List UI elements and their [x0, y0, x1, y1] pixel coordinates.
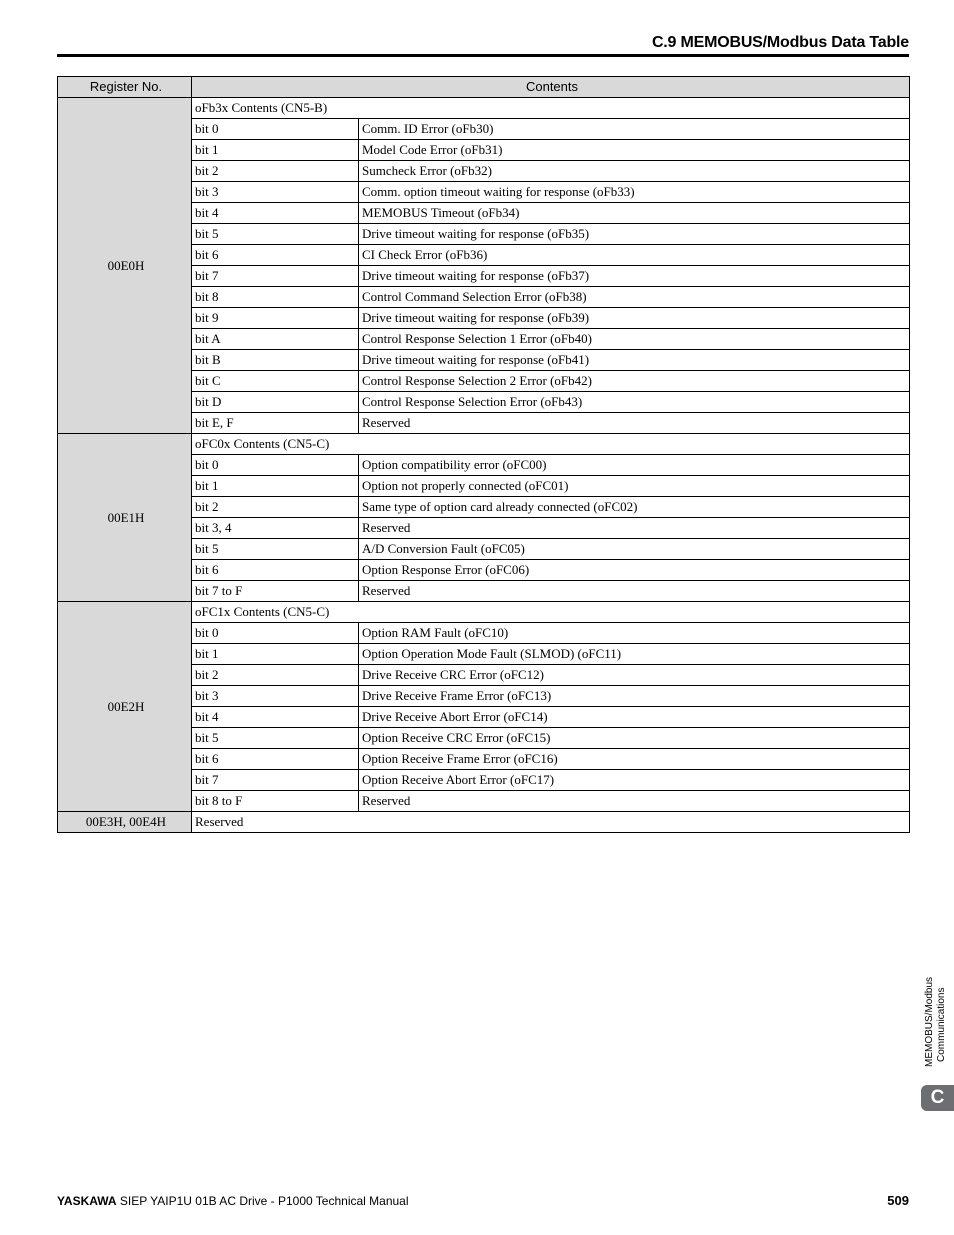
bit-cell: bit 3, 4 — [192, 518, 359, 539]
chapter-tab: C — [921, 1085, 954, 1111]
description-cell: Drive Receive Frame Error (oFC13) — [359, 686, 910, 707]
bit-cell: bit 0 — [192, 455, 359, 476]
table-header-row — [58, 77, 910, 98]
description-cell: Comm. ID Error (oFb30) — [359, 119, 910, 140]
bit-cell: bit 5 — [192, 728, 359, 749]
side-tab-line1: MEMOBUS/Modbus — [924, 976, 935, 1067]
bit-cell: bit 5 — [192, 224, 359, 245]
description-cell: Drive timeout waiting for response (oFb37) — [359, 266, 910, 287]
description-cell: Drive timeout waiting for response (oFb39) — [359, 308, 910, 329]
register-cell: 00E2H — [58, 602, 192, 812]
description-cell: Reserved — [192, 812, 910, 833]
description-cell: Option Receive Frame Error (oFC16) — [359, 749, 910, 770]
table-body — [58, 98, 910, 833]
description-cell: Reserved — [359, 791, 910, 812]
description-cell: Option RAM Fault (oFC10) — [359, 623, 910, 644]
bit-cell: bit 7 — [192, 266, 359, 287]
footer-manual-title — [57, 1194, 409, 1208]
description-cell: Sumcheck Error (oFb32) — [359, 161, 910, 182]
bit-cell: bit 6 — [192, 560, 359, 581]
bit-cell: bit D — [192, 392, 359, 413]
description-cell: Drive timeout waiting for response (oFb35) — [359, 224, 910, 245]
bit-cell: bit 2 — [192, 665, 359, 686]
description-cell: Reserved — [359, 581, 910, 602]
header-rule — [57, 54, 909, 57]
description-cell: CI Check Error (oFb36) — [359, 245, 910, 266]
description-cell: Control Command Selection Error (oFb38) — [359, 287, 910, 308]
description-cell: Reserved — [359, 413, 910, 434]
bit-cell: bit 5 — [192, 539, 359, 560]
description-cell: Option Operation Mode Fault (SLMOD) (oFC11) — [359, 644, 910, 665]
bit-cell: bit C — [192, 371, 359, 392]
column-header-register: Register No. — [58, 77, 192, 98]
group-title-cell: oFC0x Contents (CN5-C) — [192, 434, 910, 455]
description-cell: Drive Receive CRC Error (oFC12) — [359, 665, 910, 686]
side-tab-label — [924, 960, 948, 1070]
register-cell: 00E1H — [58, 434, 192, 602]
register-cell: 00E3H, 00E4H — [58, 812, 192, 833]
description-cell: Option Response Error (oFC06) — [359, 560, 910, 581]
description-cell: Drive Receive Abort Error (oFC14) — [359, 707, 910, 728]
bit-cell: bit 0 — [192, 623, 359, 644]
side-tab-line2: Communications — [936, 987, 947, 1062]
bit-cell: bit 4 — [192, 707, 359, 728]
bit-cell: bit 1 — [192, 476, 359, 497]
bit-cell: bit 1 — [192, 644, 359, 665]
group-title-cell: oFb3x Contents (CN5-B) — [192, 98, 910, 119]
footer-brand: YASKAWA — [57, 1194, 117, 1208]
description-cell: Control Response Selection 1 Error (oFb40) — [359, 329, 910, 350]
bit-cell: bit 4 — [192, 203, 359, 224]
section-title: C.9 MEMOBUS/Modbus Data Table — [651, 34, 909, 51]
bit-cell: bit 2 — [192, 161, 359, 182]
description-cell: A/D Conversion Fault (oFC05) — [359, 539, 910, 560]
page-number: 509 — [887, 1193, 909, 1208]
description-cell: Drive timeout waiting for response (oFb41) — [359, 350, 910, 371]
footer-manual: SIEP YAIP1U 01B AC Drive - P1000 Technical Manual — [116, 1194, 409, 1208]
bit-cell: bit B — [192, 350, 359, 371]
bit-cell: bit 1 — [192, 140, 359, 161]
column-header-contents: Contents — [192, 77, 910, 98]
group-title-cell: oFC1x Contents (CN5-C) — [192, 602, 910, 623]
table-row — [58, 602, 910, 623]
description-cell: Same type of option card already connected (oFC02) — [359, 497, 910, 518]
bit-cell: bit 9 — [192, 308, 359, 329]
bit-cell: bit 8 — [192, 287, 359, 308]
bit-cell: bit E, F — [192, 413, 359, 434]
table-row — [58, 98, 910, 119]
description-cell: Option not properly connected (oFC01) — [359, 476, 910, 497]
bit-cell: bit 7 to F — [192, 581, 359, 602]
bit-cell: bit A — [192, 329, 359, 350]
description-cell: Control Response Selection Error (oFb43) — [359, 392, 910, 413]
description-cell: Option Receive CRC Error (oFC15) — [359, 728, 910, 749]
bit-cell: bit 2 — [192, 497, 359, 518]
description-cell: Option compatibility error (oFC00) — [359, 455, 910, 476]
bit-cell: bit 0 — [192, 119, 359, 140]
bit-cell: bit 3 — [192, 686, 359, 707]
bit-cell: bit 7 — [192, 770, 359, 791]
description-cell: Model Code Error (oFb31) — [359, 140, 910, 161]
bit-cell: bit 6 — [192, 245, 359, 266]
memobus-data-table — [57, 76, 910, 833]
table-row — [58, 434, 910, 455]
description-cell: MEMOBUS Timeout (oFb34) — [359, 203, 910, 224]
bit-cell: bit 3 — [192, 182, 359, 203]
bit-cell: bit 6 — [192, 749, 359, 770]
table-row — [58, 812, 910, 833]
register-cell: 00E0H — [58, 98, 192, 434]
description-cell: Control Response Selection 2 Error (oFb42) — [359, 371, 910, 392]
description-cell: Reserved — [359, 518, 910, 539]
description-cell: Comm. option timeout waiting for response (oFb33) — [359, 182, 910, 203]
description-cell: Option Receive Abort Error (oFC17) — [359, 770, 910, 791]
bit-cell: bit 8 to F — [192, 791, 359, 812]
